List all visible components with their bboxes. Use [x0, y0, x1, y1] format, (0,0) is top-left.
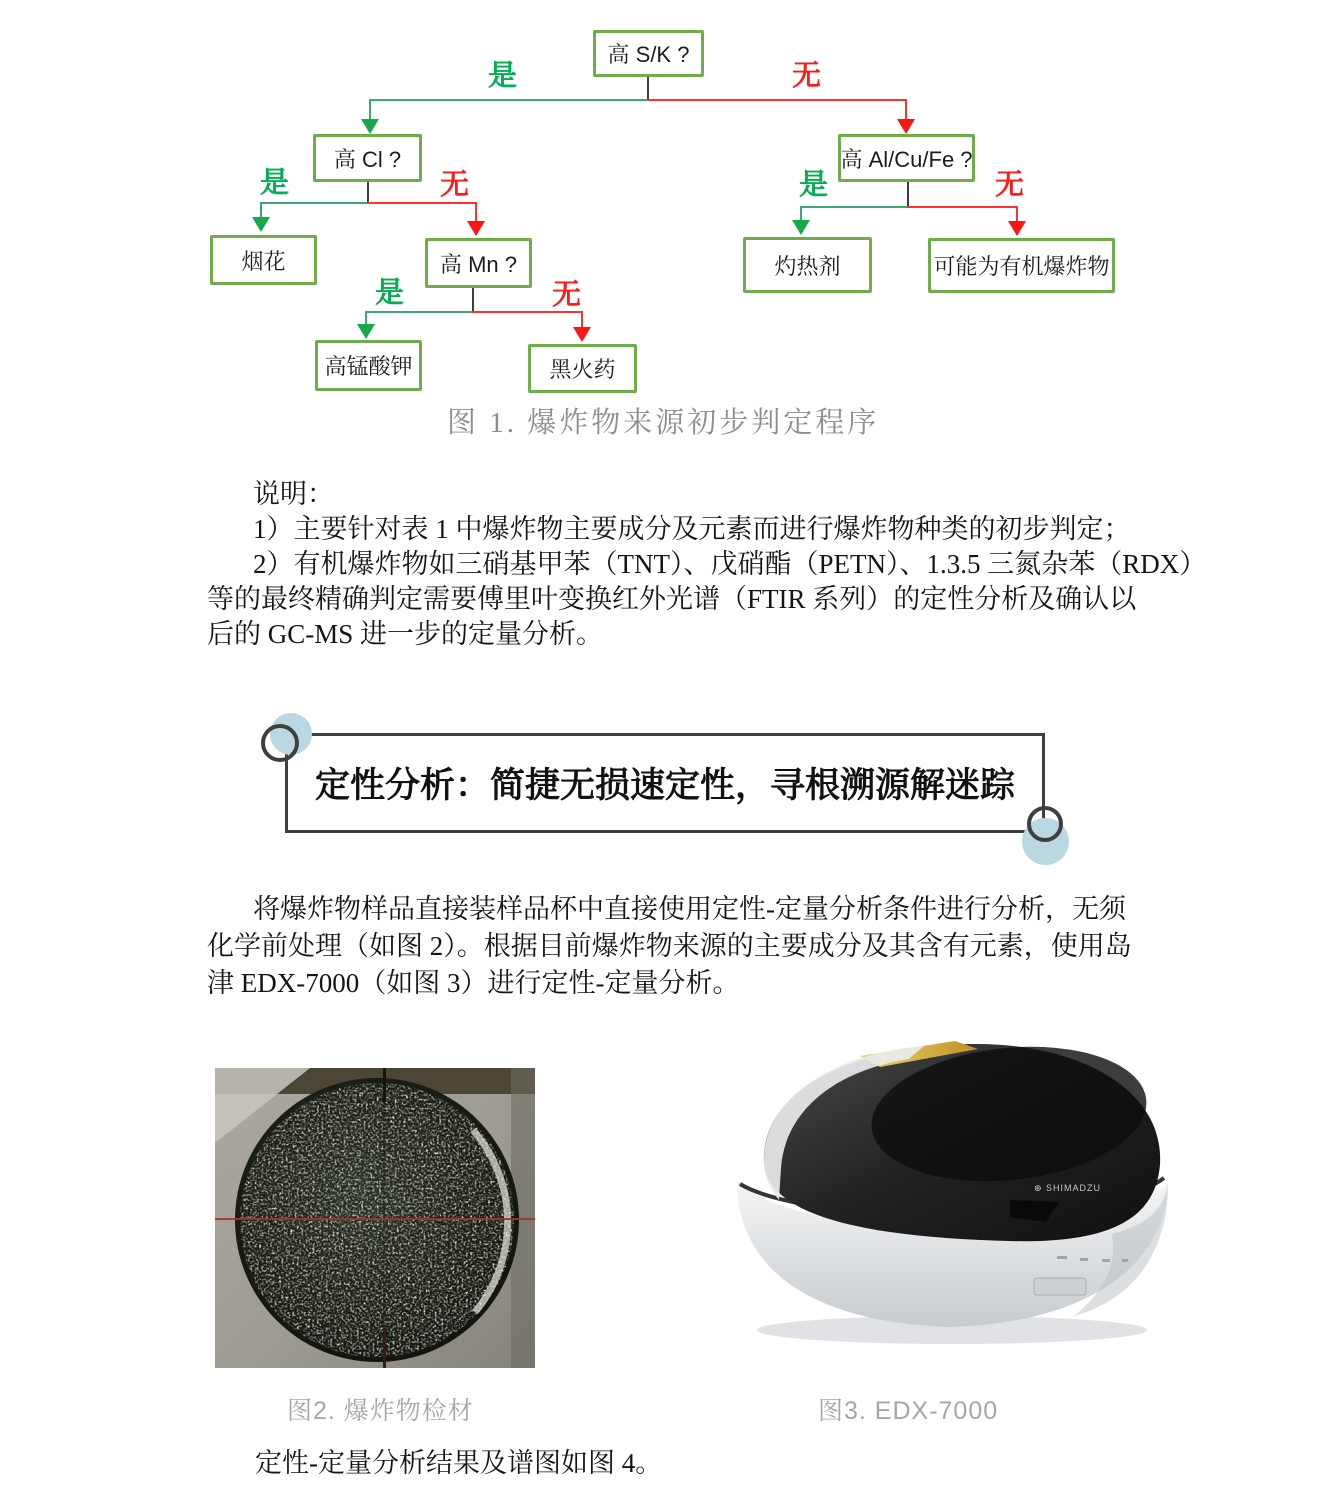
arrow-down-icon: [792, 220, 810, 235]
flow-node-high-mn: 高 Mn ?: [425, 238, 532, 288]
figure2-caption: 图2. 爆炸物检材: [287, 1397, 474, 1425]
flow-node-fireworks: 烟花: [210, 235, 317, 285]
no-label: 无: [440, 169, 470, 201]
yes-label: 是: [260, 167, 290, 199]
arrow-down-icon: [467, 221, 485, 236]
section-banner: [285, 733, 1045, 833]
connector-line: [260, 202, 262, 218]
flow-node-black-powder: 黑火药: [528, 344, 637, 393]
flow-node-permanganate: 高锰酸钾: [315, 340, 422, 391]
fig2-photo-explosive-sample: [215, 1068, 535, 1368]
no-label: 无: [792, 60, 822, 92]
notes-line: 2）有机爆炸物如三硝基甲苯（TNT）、戊硝酯（PETN）、1.3.5 三氮杂苯（RDX）: [253, 549, 1207, 579]
connector-line: [907, 182, 909, 208]
connector-line: [365, 311, 367, 325]
connector-line: [647, 77, 649, 101]
flow-node-organic-explosive: 可能为有机爆炸物: [928, 238, 1115, 293]
connector-line: [367, 182, 369, 204]
arrow-down-icon: [252, 217, 270, 232]
connector-line: [1016, 206, 1018, 222]
fig2-photo-canvas: [215, 1068, 535, 1368]
notes-line: 说明：: [253, 479, 334, 509]
connector-line: [369, 99, 371, 121]
no-label: 无: [995, 169, 1025, 201]
connector-line: [472, 288, 474, 313]
connector-line: [475, 202, 477, 222]
arrow-down-icon: [357, 324, 375, 339]
fig3-photo-edx7000: [712, 1032, 1192, 1350]
connector-line: [800, 206, 802, 221]
yes-label: 是: [799, 169, 829, 201]
figure3-caption: 图3. EDX-7000: [818, 1397, 999, 1425]
shimadzu-logo: ⊕ SHIMADZU: [1034, 1183, 1102, 1193]
connector-line: [367, 202, 477, 204]
paragraph-line: 将爆炸物样品直接装样品杯中直接使用定性-定量分析条件进行分析，无须: [253, 894, 1126, 924]
fig3-photo-canvas: [712, 1032, 1192, 1350]
yes-label: 是: [375, 277, 405, 309]
analysis-paragraph: [207, 891, 1132, 1002]
flow-node-high-sk: 高 S/K ?: [593, 30, 704, 77]
notes-line: 等的最终精确判定需要傅里叶变换红外光谱（FTIR 系列）的定性分析及确认以: [207, 584, 1137, 614]
connector-line: [581, 311, 583, 327]
paragraph-line: 化学前处理（如图 2）。根据目前爆炸物来源的主要成分及其含有元素，使用岛: [207, 931, 1132, 961]
banner-title: 定性分析：简捷无损速定性，寻根溯源解迷踪: [314, 766, 1015, 805]
flow-node-incendiary: 灼热剂: [743, 237, 872, 293]
connector-line: [370, 99, 648, 101]
yes-label: 是: [488, 60, 518, 92]
connector-line: [648, 99, 906, 101]
arrow-down-icon: [1008, 221, 1026, 236]
notes-line: 1）主要针对表 1 中爆炸物主要成分及元素而进行爆炸物种类的初步判定；: [253, 514, 1131, 544]
figure1-caption: 图 1. 爆炸物来源初步判定程序: [447, 407, 880, 439]
arrow-down-icon: [573, 327, 591, 342]
arrow-down-icon: [361, 119, 379, 134]
notes-paragraph: [207, 477, 1206, 652]
connector-line: [905, 99, 907, 121]
connector-line: [261, 202, 368, 204]
no-label: 无: [552, 279, 582, 311]
paragraph-line: 津 EDX-7000（如图 3）进行定性-定量分析。: [207, 968, 740, 998]
connector-line: [472, 311, 583, 313]
notes-line: 后的 GC-MS 进一步的定量分析。: [207, 619, 604, 649]
closing-line: 定性-定量分析结果及谱图如图 4。: [255, 1448, 663, 1478]
connector-line: [801, 206, 908, 208]
connector-line: [366, 311, 473, 313]
flow-node-high-al-cu-fe: 高 Al/Cu/Fe ?: [838, 134, 975, 182]
connector-line: [907, 206, 1018, 208]
flow-node-high-cl: 高 Cl ?: [313, 134, 422, 182]
arrow-down-icon: [897, 119, 915, 134]
